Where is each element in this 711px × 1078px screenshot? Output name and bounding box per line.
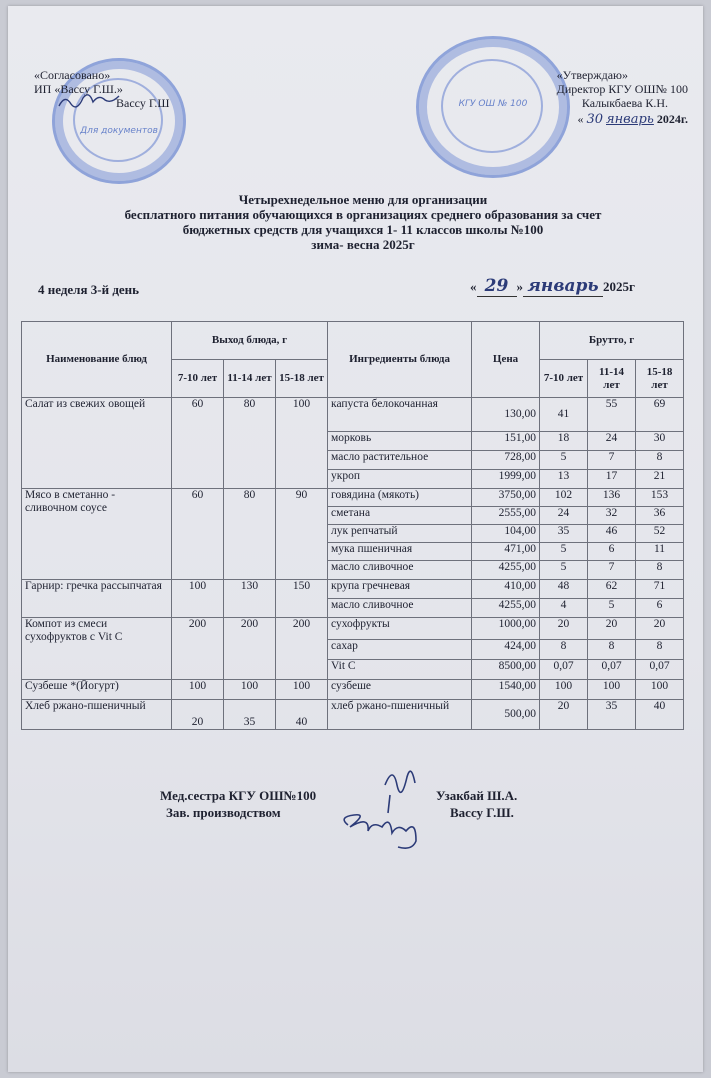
right-stamp-text: КГУ ОШ № 100 <box>458 99 528 109</box>
table-row: морковь 151,00 18 24 30 <box>22 432 684 451</box>
header-output: Выход блюда, г <box>172 322 328 360</box>
dish-name: Мясо в сметанно - сливочном соусе <box>22 489 172 580</box>
table-row: Компот из смеси сухофруктов с Vit C 200 200 200 сухофрукты 1000,00 20 20 20 <box>22 618 684 640</box>
agreed-org: ИП «Вассу Г.Ш.» <box>34 82 123 96</box>
nurse-signature-mark <box>385 771 415 813</box>
handwritten-signatures <box>330 755 450 865</box>
header-ingredients: Ингредиенты блюда <box>328 322 472 398</box>
table-row: Салат из свежих овощей 60 80 100 капуста белокочанная 130,00 41 55 69 <box>22 398 684 432</box>
dish-name: Компот из смеси сухофруктов с Vit C <box>22 618 172 680</box>
header-price: Цена <box>472 322 540 398</box>
document-title: Четырехнедельное меню для организации бесплатного питания обучающихся в организациях среднего образования за счет бюджетных средств для учащихся 1- 11 классов школы №100 зима- весна 2025г <box>124 192 602 252</box>
agreed-label: «Согласовано» <box>34 68 111 82</box>
table-row: Сузбеше *(Йогурт) 100 100 100 сузбеше 1540,00 100 100 100 <box>22 680 684 700</box>
dish-name: Хлеб ржано-пшеничный <box>22 700 172 730</box>
table-row: масло сливочное 4255,00 5 7 8 <box>22 561 684 580</box>
table-row: сметана 2555,00 24 32 36 <box>22 507 684 525</box>
table-row: Хлеб ржано-пшеничный 20 35 40 хлеб ржано-пшеничный 500,00 20 35 40 <box>22 700 684 730</box>
menu-date-year: 2025г <box>603 279 635 294</box>
dish-name: Сузбеше *(Йогурт) <box>22 680 172 700</box>
approve-name: Калыкбаева К.Н. <box>581 96 668 110</box>
table-row: лук репчатый 104,00 35 46 52 <box>22 525 684 543</box>
nurse-role: Мед.сестра КГУ ОШ№100 <box>160 788 317 803</box>
header-gross-age1: 7-10 лет <box>540 360 588 398</box>
table-row: мука пшеничная 471,00 5 6 11 <box>22 543 684 561</box>
approve-position: Директор КГУ ОШ№ 100 <box>556 82 688 96</box>
approve-date-day: 30 <box>586 112 603 127</box>
dish-name: Салат из свежих овощей <box>22 398 172 489</box>
table-row: Гарнир: гречка рассыпчатая 100 130 150 крупа гречневая 410,00 48 62 71 <box>22 580 684 599</box>
header-gross-age2: 11-14 лет <box>588 360 636 398</box>
agreed-name: Вассу Г.Ш <box>116 96 170 110</box>
table-row: масло растительное 728,00 5 7 8 <box>22 451 684 470</box>
head-role: Зав. производством <box>166 805 281 820</box>
table-row: Мясо в сметанно - сливочном соусе 60 80 90 говядина (мякоть) 3750,00 102 136 153 <box>22 489 684 507</box>
head-name: Вассу Г.Ш. <box>450 805 514 820</box>
day-line <box>38 276 688 298</box>
header-out-age3: 15-18 лет <box>276 360 328 398</box>
table-row: укроп 1999,00 13 17 21 <box>22 470 684 489</box>
table-row: масло сливочное 4255,00 4 5 6 <box>22 599 684 618</box>
approve-date: « 30 январь 2024г. <box>577 112 688 127</box>
ingredient-name: капуста белокочанная <box>328 398 472 432</box>
left-stamp-text: Для документов <box>80 126 158 136</box>
left-approval-signature <box>55 92 125 112</box>
head-signature-mark <box>344 815 416 848</box>
approval-right <box>478 68 688 127</box>
nurse-name: Узакбай Ш.А. <box>436 788 518 803</box>
table-row: сахар 424,00 8 8 8 <box>22 640 684 660</box>
dish-name: Гарнир: гречка рассыпчатая <box>22 580 172 618</box>
header-gross-age3: 15-18 лет <box>636 360 684 398</box>
menu-date-day: 29 <box>477 276 517 297</box>
menu-date: « 29 » январь 2025г <box>470 276 635 296</box>
approve-label: «Утверждаю» <box>556 68 628 82</box>
week-day-label: 4 неделя 3-й день <box>38 282 140 297</box>
table-row: Vit C 8500,00 0,07 0,07 0,07 <box>22 660 684 680</box>
approve-date-month: январь <box>606 112 654 127</box>
header-out-age1: 7-10 лет <box>172 360 224 398</box>
header-gross: Брутто, г <box>540 322 684 360</box>
menu-table <box>21 321 684 730</box>
menu-date-month: январь <box>523 276 603 297</box>
header-out-age2: 11-14 лет <box>224 360 276 398</box>
header-dish: Наименование блюд <box>22 322 172 398</box>
approve-date-year: 2024г. <box>656 112 688 126</box>
